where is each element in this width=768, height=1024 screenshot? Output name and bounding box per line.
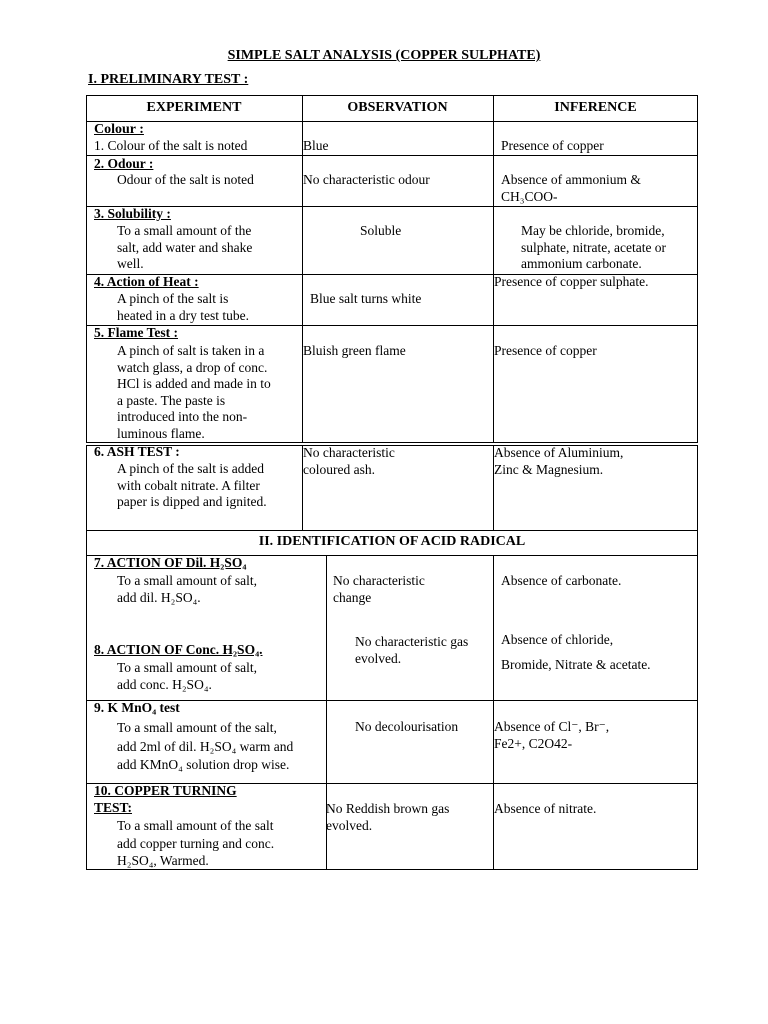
observation-text: No characteristic odour bbox=[303, 172, 430, 187]
experiment-text: A pinch of the salt is heated in a dry test tube. bbox=[117, 291, 249, 323]
row-heading: 7. ACTION OF Dil. H₂SO₄ bbox=[94, 555, 247, 570]
table-divider bbox=[86, 530, 698, 531]
row-heading: Colour : bbox=[94, 122, 144, 137]
header-inference: INFERENCE bbox=[554, 100, 637, 115]
experiment-text: To a small amount of the salt, add water and shake well. bbox=[117, 223, 253, 271]
row-heading: 9. K MnO₄ test bbox=[94, 700, 180, 715]
observation-text: Soluble bbox=[360, 223, 402, 238]
inference-text: Presence of copper bbox=[501, 138, 604, 153]
experiment-text: Odour of the salt is noted bbox=[117, 172, 254, 187]
section-acid-radical-heading: II. IDENTIFICATION OF ACID RADICAL bbox=[258, 534, 526, 549]
observation-text: No characteristic gas evolved. bbox=[355, 634, 469, 666]
inference-text: Absence of nitrate. bbox=[494, 801, 597, 816]
row-heading: 6. ASH TEST : bbox=[94, 444, 180, 459]
row-heading: 5. Flame Test : bbox=[94, 325, 178, 340]
observation-text: No characteristic change bbox=[333, 573, 425, 605]
page-title: SIMPLE SALT ANALYSIS (COPPER SULPHATE) bbox=[227, 48, 541, 63]
observation-text: Blue bbox=[303, 138, 329, 153]
table-divider bbox=[493, 95, 494, 443]
table-divider bbox=[493, 555, 494, 870]
header-observation: OBSERVATION bbox=[347, 100, 448, 115]
observation-text: No Reddish brown gas evolved. bbox=[326, 801, 450, 833]
table-divider bbox=[86, 121, 698, 122]
inference-text: Absence of chloride, Bromide, Nitrate & acetate. bbox=[501, 632, 651, 672]
observation-text: Blue salt turns white bbox=[310, 291, 422, 306]
experiment-text: To a small amount of salt, add conc. H₂SO₄. bbox=[117, 660, 258, 692]
experiment-text: To a small amount of salt, add dil. H₂SO₄. bbox=[117, 573, 258, 605]
row-heading: 8. ACTION OF Conc. H₂SO₄. bbox=[94, 642, 263, 657]
inference-text: Absence of ammonium & CH₃COO- bbox=[501, 172, 641, 204]
experiment-text: To a small amount of the salt, add 2ml of dil. H₂SO₄ warm and add KMnO₄ solution drop wise. bbox=[117, 720, 294, 772]
row-heading: 10. COPPER TURNING TEST: bbox=[94, 783, 237, 815]
row-heading: 4. Action of Heat : bbox=[94, 274, 199, 289]
observation-text: No decolourisation bbox=[355, 719, 459, 734]
table-divider bbox=[86, 155, 698, 156]
experiment-text: To a small amount of the salt add copper turning and conc. H₂SO₄, Warmed. bbox=[117, 818, 275, 868]
inference-text: Absence of Aluminium, Zinc & Magnesium. bbox=[494, 445, 624, 477]
observation-text: Bluish green flame bbox=[303, 343, 406, 358]
inference-text: Presence of copper bbox=[494, 343, 597, 358]
section-preliminary-heading: I. PRELIMINARY TEST : bbox=[88, 72, 249, 87]
table-divider bbox=[86, 206, 698, 207]
row-heading: 3. Solubility : bbox=[94, 206, 171, 221]
header-experiment: EXPERIMENT bbox=[146, 100, 242, 115]
inference-text: Presence of copper sulphate. bbox=[494, 274, 649, 289]
inference-text: Absence of Cl⁻, Br⁻, Fe2+, C2O42- bbox=[494, 719, 610, 751]
experiment-text: A pinch of salt is taken in a watch glass, a drop of conc. HCl is added and made in to a paste. The paste is introduced into the non- luminous flame. bbox=[117, 343, 271, 441]
experiment-text: 1. Colour of the salt is noted bbox=[94, 138, 248, 153]
experiment-text: A pinch of the salt is added with cobalt nitrate. A filter paper is dipped and ignited. bbox=[117, 461, 267, 509]
row-heading: 2. Odour : bbox=[94, 156, 154, 171]
inference-text: May be chloride, bromide, sulphate, nitrate, acetate or ammonium carbonate. bbox=[521, 223, 667, 271]
inference-text: Absence of carbonate. bbox=[501, 573, 622, 588]
observation-text: No characteristic coloured ash. bbox=[303, 445, 395, 477]
